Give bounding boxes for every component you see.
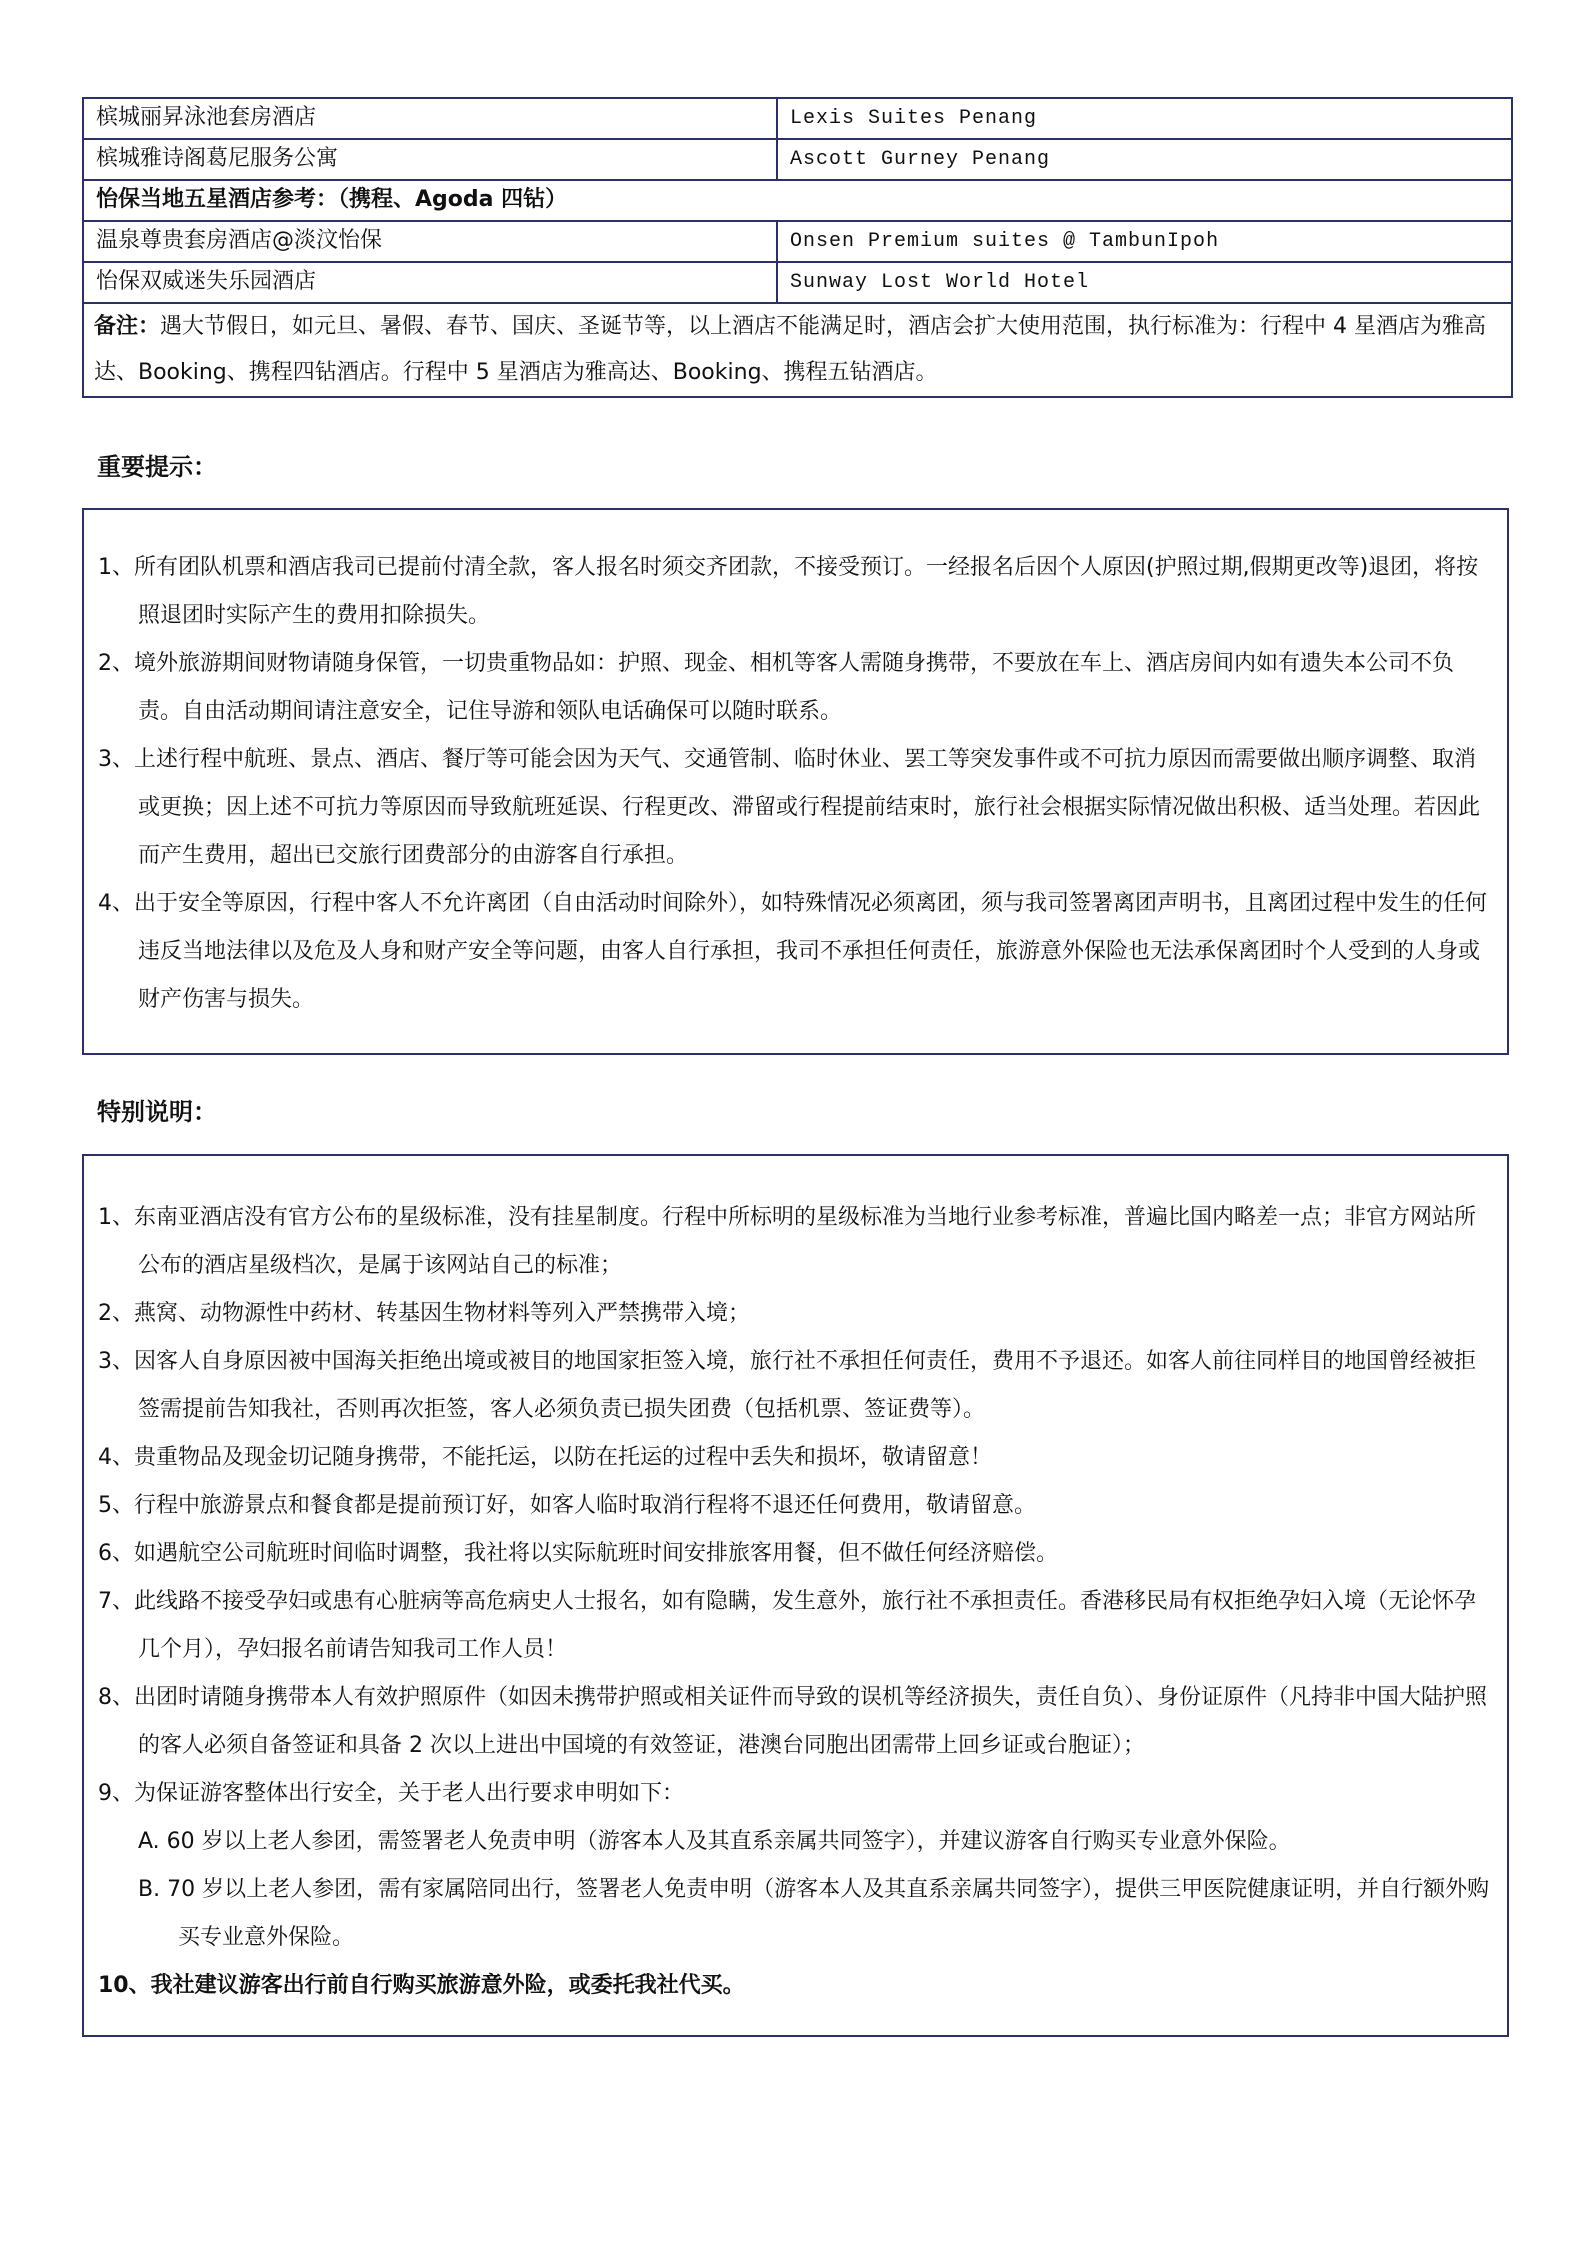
list-item: 3、因客人自身原因被中国海关拒绝出境或被目的地国家拒签入境，旅行社不承担任何责任，费用不予退还。如客人前往同样目的地国曾经被拒签需提前告知我社，否则再次拒签，客人必须负责已损失团费（包括机票、签证费等）。 xyxy=(98,1349,1477,1422)
hotel-name-cn: 槟城丽昇泳池套房酒店 xyxy=(83,98,777,139)
list-item: 2、境外旅游期间财物请随身保管，一切贵重物品如：护照、现金、相机等客人需随身携带，不要放在车上、酒店房间内如有遗失本公司不负责。自由活动期间请注意安全，记住导游和领队电话确保可以随时联系。 xyxy=(98,651,1455,724)
list-item: 3、上述行程中航班、景点、酒店、餐厅等可能会因为天气、交通管制、临时休业、罢工等突发事件或不可抗力原因而需要做出顺序调整、取消或更换；因上述不可抗力等原因而导致航班延误、行程更改、滞留或行程提前结束时，旅行社会根据实际情况做出积极、适当处理。若因此而产生费用，超出已交旅行团费部分的由游客自行承担。 xyxy=(98,747,1481,868)
hotel-name-cn: 槟城雅诗阁葛尼服务公寓 xyxy=(83,139,777,180)
important-heading: 重要提示： xyxy=(97,453,217,481)
table-row xyxy=(83,221,1512,262)
list-item: 2、燕窝、动物源性中药材、转基因生物材料等列入严禁携带入境； xyxy=(98,1301,750,1326)
note-label: 备注： xyxy=(94,314,161,339)
hotel-name-en: Lexis Suites Penang xyxy=(777,98,1512,139)
table-row xyxy=(83,303,1512,397)
list-item: 6、如遇航空公司航班时间临时调整，我社将以实际航班时间安排旅客用餐，但不做任何经济赔偿。 xyxy=(98,1541,1059,1566)
list-item: 4、贵重物品及现金切记随身携带，不能托运，以防在托运的过程中丢失和损坏，敬请留意！ xyxy=(98,1445,993,1470)
hotel-name-en: Onsen Premium suites @ TambunIpoh xyxy=(777,221,1512,262)
note-text: 遇大节假日，如元旦、暑假、春节、国庆、圣诞节等，以上酒店不能满足时，酒店会扩大使用范围，执行标准为：行程中 4 星酒店为雅高达、Booking、携程四钻酒店。行程中 5 星酒店为雅高达、Booking、携程五钻酒店。 xyxy=(94,314,1487,385)
special-heading: 特别说明： xyxy=(97,1098,217,1126)
list-item-insurance: 10、我社建议游客出行前自行购买旅游意外险，或委托我社代买。 xyxy=(98,1973,745,1998)
table-row xyxy=(83,180,1512,221)
special-box xyxy=(82,1154,1509,2037)
hotel-name-cn: 怡保双威迷失乐园酒店 xyxy=(83,262,777,303)
hotel-note xyxy=(83,303,1512,397)
hotel-table xyxy=(82,97,1513,398)
table-row xyxy=(83,262,1512,303)
list-item: 7、此线路不接受孕妇或患有心脏病等高危病史人士报名，如有隐瞒，发生意外，旅行社不承担责任。香港移民局有权拒绝孕妇入境（无论怀孕几个月），孕妇报名前请告知我司工作人员！ xyxy=(98,1589,1477,1662)
section-title: 怡保当地五星酒店参考：（携程、Agoda 四钻） xyxy=(83,180,1512,221)
sub-item: B. 70 岁以上老人参团，需有家属陪同出行，签署老人免责申明（游客本人及其直系亲属共同签字），提供三甲医院健康证明，并自行额外购买专业意外保险。 xyxy=(138,1877,1490,1950)
hotel-name-cn: 温泉尊贵套房酒店@淡汶怡保 xyxy=(83,221,777,262)
list-item: 4、出于安全等原因，行程中客人不允许离团（自由活动时间除外），如特殊情况必须离团，须与我司签署离团声明书，且离团过程中发生的任何违反当地法律以及危及人身和财产安全等问题，由客人自行承担，我司不承担任何责任，旅游意外保险也无法承保离团时个人受到的人身或财产伤害与损失。 xyxy=(98,891,1488,1012)
list-item: 9、为保证游客整体出行安全，关于老人出行要求申明如下： xyxy=(98,1781,684,1806)
hotel-name-en: Ascott Gurney Penang xyxy=(777,139,1512,180)
list-item: 5、行程中旅游景点和餐食都是提前预订好，如客人临时取消行程将不退还任何费用，敬请留意。 xyxy=(98,1493,1037,1518)
table-row xyxy=(83,139,1512,180)
list-item: 8、出团时请随身携带本人有效护照原件（如因未携带护照或相关证件而导致的误机等经济损失，责任自负）、身份证原件（凡持非中国大陆护照的客人必须自备签证和具备 2 次以上进出中国境的有效签证，港澳台同胞出团需带上回乡证或台胞证）； xyxy=(98,1685,1488,1758)
list-item: 1、所有团队机票和酒店我司已提前付清全款，客人报名时须交齐团款，不接受预订。一经报名后因个人原因(护照过期,假期更改等)退团，将按照退团时实际产生的费用扣除损失。 xyxy=(98,555,1479,628)
hotel-name-en: Sunway Lost World Hotel xyxy=(777,262,1512,303)
table-row xyxy=(83,98,1512,139)
list-item: 1、东南亚酒店没有官方公布的星级标准，没有挂星制度。行程中所标明的星级标准为当地行业参考标准，普遍比国内略差一点；非官方网站所公布的酒店星级档次，是属于该网站自己的标准； xyxy=(98,1205,1477,1278)
important-box xyxy=(82,508,1509,1055)
sub-item: A. 60 岁以上老人参团，需签署老人免责申明（游客本人及其直系亲属共同签字），并建议游客自行购买专业意外保险。 xyxy=(138,1829,1291,1854)
